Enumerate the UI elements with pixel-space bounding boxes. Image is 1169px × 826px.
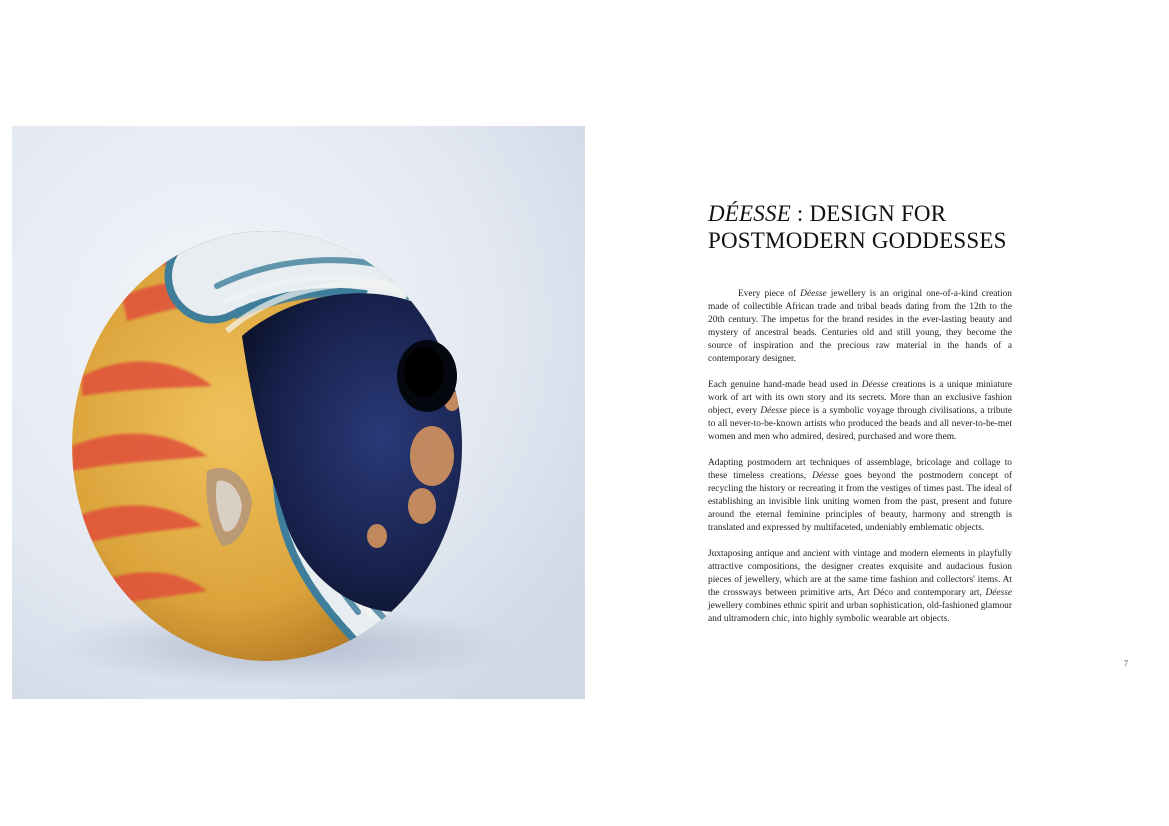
- paragraph-text: Juxtaposing antique and ancient with vintage and modern elements in playfully attractive compositions, the designer creates exquisite and audacious fusion pieces of jewellery, which are at the same time fashion and collectors' items. At the crossways between primitive arts, Art Déco and contemporary art,: [708, 549, 1012, 598]
- paragraph-3: [708, 457, 1012, 535]
- title-line2: POSTMODERN GODDESSES: [708, 228, 1007, 253]
- paragraph-2: [708, 379, 1012, 444]
- paragraph-text: goes beyond the postmodern concept of recycling the history or recreating it from the vestiges of times past. The ideal of establishing an invisible link uniting women from the past, present and future around the eternal feminine principles of beauty, harmony and strength is translated and expressed by multifaceted, undeniably emblematic objects.: [708, 471, 1012, 533]
- paragraph-1: [708, 288, 1012, 366]
- title-line1-rest: : DESIGN FOR: [790, 201, 947, 226]
- paragraph-text: Adapting postmodern art techniques of assemblage, bricolage and collage to these timeless creations,: [708, 458, 1012, 481]
- paragraph-text: Each genuine hand-made bead used in: [708, 380, 862, 390]
- bead-photo: [12, 126, 585, 699]
- brand-name-inline: Déesse: [812, 471, 839, 481]
- brand-name-inline: Déesse: [760, 406, 787, 416]
- paragraph-text: creations is a unique miniature work of art with its own story and its secrets. More than an exclusive fashion object, every: [708, 380, 1012, 416]
- page-title: [708, 200, 1128, 254]
- paragraph-text: Every piece of: [738, 289, 801, 299]
- brand-name-inline: Déesse: [800, 289, 827, 299]
- body-text: [708, 288, 1012, 639]
- paragraph-text: jewellery combines ethnic spirit and urban sophistication, old-fashioned glamour and ultramodern chic, into highly symbolic wearable art objects.: [708, 601, 1012, 624]
- brand-name-inline: Déesse: [861, 380, 889, 390]
- brand-name: DÉESSE: [708, 201, 791, 226]
- paragraph-text: piece is a symbolic voyage through civilisations, a tribute to all never-to-be-known artists who produced the beads and all never-to-be-met women and men who admired, desired, purchased and wore them.: [708, 406, 1012, 442]
- page-number: 7: [1124, 659, 1128, 668]
- paragraph-text: jewellery is an original one-of-a-kind creation made of collectible African trade and tribal beads dating from the 12th to the 20th century. The impetus for the brand resides in the ever-lasting beauty and mystery of ancestral beads. Centuries old and still young, they become the source of inspiration and the precious raw material in the hands of a contemporary designer.: [708, 289, 1012, 364]
- paragraph-4: [708, 548, 1012, 626]
- brand-name-inline: Déesse: [985, 588, 1012, 598]
